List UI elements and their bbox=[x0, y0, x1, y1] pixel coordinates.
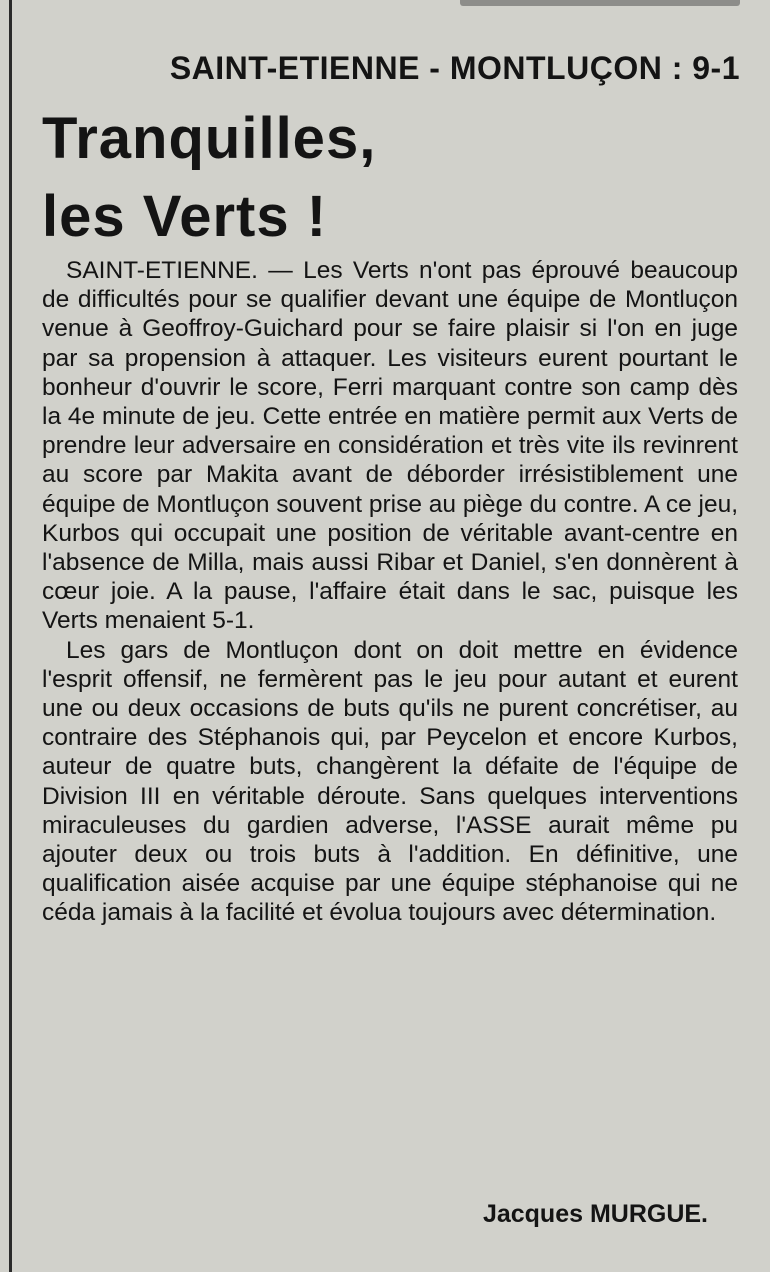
paragraph-2: Les gars de Montluçon dont on doit mettre en évidence l'esprit offensif, ne fermèrent pas le jeu pour autant et eurent une ou deux occasions de buts qu'ils ne purent concrétiser, au contraire des Stéphanois qui, par Peycelon et encore Kurbos, auteur de quatre buts, changèrent la défaite de l'équipe de Division III en véritable déroute. Sans quelques interventions miraculeuses du gardien adverse, l'ASSE aurait même pu ajouter deux ou trois buts à l'addition. En définitive, une qualification aisée acquise par une équipe stéphanoise qui ne céda jamais à la facilité et évolua toujours avec détermination. bbox=[42, 636, 738, 927]
paragraph-1: SAINT-ETIENNE. — Les Verts n'ont pas éprouvé beaucoup de difficultés pour se qualifier devant une équipe de Montluçon venue à Geoffroy-Guichard pour se faire plaisir si l'on en juge par sa propension à attaquer. Les visiteurs eurent pourtant le bonheur d'ouvrir le score, Ferri marquant contre son camp dès la 4e minute de jeu. Cette entrée en matière permit aux Verts de prendre leur adversaire en considération et très vite ils revinrent au score par Makita avant de déborder irrésistiblement une équipe de Montluçon souvent prise au piège du contre. A ce jeu, Kurbos qui occupait une position de véritable avant-centre en l'absence de Milla, mais aussi Ribar et Daniel, s'en donnèrent à cœur joie. A la pause, l'affaire était dans le sac, puisque les Verts menaient 5-1. bbox=[42, 257, 739, 635]
author-signature: Jacques MURGUE. bbox=[482, 1200, 708, 1228]
headline-line-1: Tranquilles, bbox=[42, 106, 377, 171]
match-score-line: SAINT-ETIENNE - MONTLUÇON : 9-1 bbox=[169, 50, 740, 86]
column-rule bbox=[9, 0, 12, 1272]
cropped-header-remnant bbox=[460, 0, 740, 6]
article-body bbox=[42, 256, 738, 928]
headline-line-2: les Verts ! bbox=[42, 184, 328, 249]
headline bbox=[42, 100, 376, 256]
